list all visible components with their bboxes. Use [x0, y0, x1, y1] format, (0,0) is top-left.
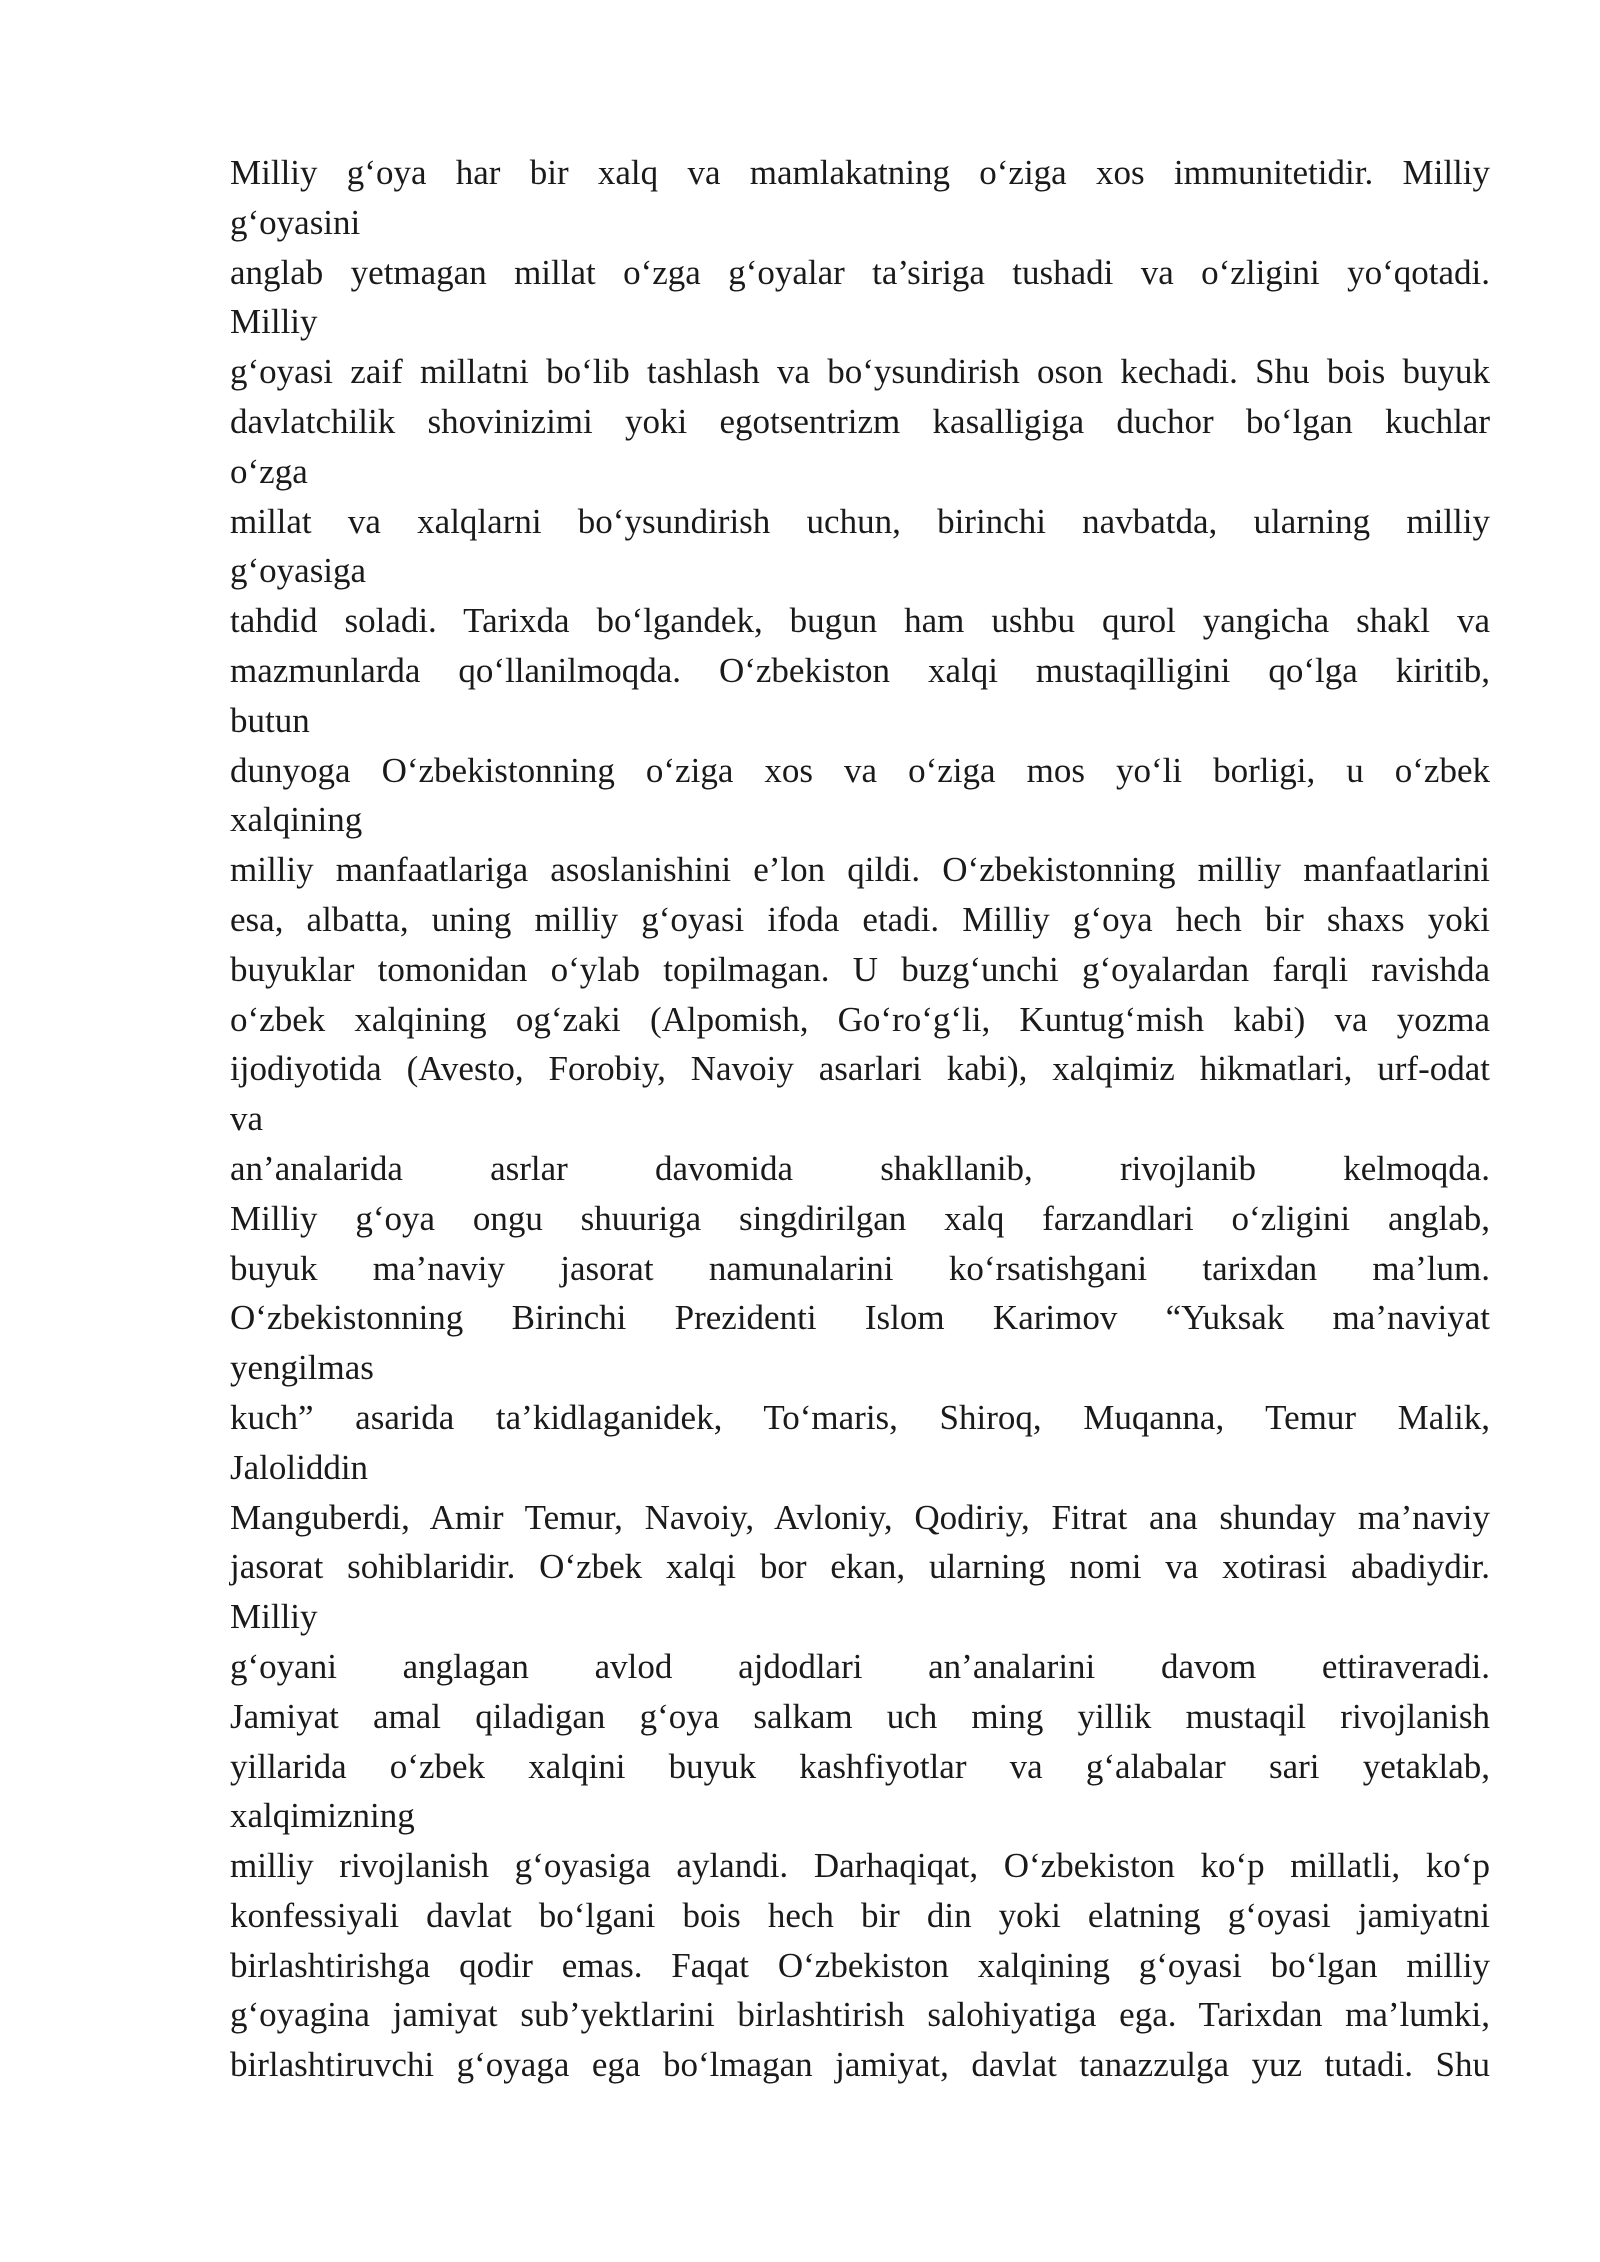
text-line: dunyoga O‘zbekistonning o‘ziga xos va o‘ziga mos yo‘li borligi, u o‘zbek [230, 750, 1490, 790]
text-line: g‘oyasini [230, 202, 361, 242]
text-line: davlatchilik shovinizimi yoki egotsentrizm kasalligiga duchor bo‘lgan kuchlar [230, 401, 1490, 441]
text-line: buyuk ma’naviy jasorat namunalarini ko‘rsatishgani tarixdan ma’lum. [230, 1248, 1490, 1288]
text-line: xalqining [230, 800, 363, 840]
text-line: jasorat sohiblaridir. O‘zbek xalqi bor ekan, ularning nomi va xotirasi abadiydir. [230, 1547, 1490, 1587]
text-line: an’analarida asrlar davomida shakllanib, rivojlanib kelmoqda. [230, 1148, 1490, 1188]
text-line: Manguberdi, Amir Temur, Navoiy, Avloniy, Qodiriy, Fitrat ana shunday ma’naviy [230, 1497, 1490, 1537]
text-line: xalqimizning [230, 1796, 415, 1836]
text-line: g‘oyasi zaif millatni bo‘lib tashlash va bo‘ysundirish oson kechadi. Shu bois buyuk [230, 352, 1490, 392]
text-line: milliy manfaatlariga asoslanishini e’lon qildi. O‘zbekistonning milliy manfaatlarini [230, 850, 1490, 890]
text-line: Milliy g‘oya ongu shuuriga singdirilgan xalq farzandlari o‘zligini anglab, [230, 1198, 1490, 1238]
text-line: birlashtiruvchi g‘oyaga ega bo‘lmagan jamiyat, davlat tanazzulga yuz tutadi. Shu [230, 2045, 1490, 2085]
text-line: g‘oyagina jamiyat sub’yektlarini birlashtirish salohiyatiga ega. Tarixdan ma’lumki, [230, 1995, 1490, 2035]
text-line: anglab yetmagan millat o‘zga g‘oyalar ta’siriga tushadi va o‘zligini yo‘qotadi. [230, 252, 1490, 292]
text-line: mazmunlarda qo‘llanilmoqda. O‘zbekiston xalqi mustaqilligini qo‘lga kiritib, [230, 650, 1490, 690]
text-line: Jaloliddin [230, 1447, 369, 1487]
text-line: butun [230, 700, 310, 740]
text-line: birlashtirishga qodir emas. Faqat O‘zbekiston xalqining g‘oyasi bo‘lgan milliy [230, 1945, 1490, 1985]
text-line: O‘zbekistonning Birinchi Prezidenti Islom Karimov “Yuksak ma’naviyat [230, 1298, 1490, 1338]
text-line: buyuklar tomonidan o‘ylab topilmagan. U buzg‘unchi g‘oyalardan farqli ravishda [230, 949, 1490, 989]
text-line: yillarida o‘zbek xalqini buyuk kashfiyotlar va g‘alabalar sari yetaklab, [230, 1746, 1490, 1786]
text-line: tahdid soladi. Tarixda bo‘lgandek, bugun ham ushbu qurol yangicha shakl va [230, 601, 1490, 641]
text-line: esa, albatta, uning milliy g‘oyasi ifoda etadi. Milliy g‘oya hech bir shaxs yoki [230, 899, 1490, 939]
text-line: milliy rivojlanish g‘oyasiga aylandi. Darhaqiqat, O‘zbekiston ko‘p millatli, ko‘p [230, 1846, 1490, 1886]
text-line: Milliy [230, 302, 318, 342]
body-text [230, 148, 1490, 2090]
text-line: kuch” asarida ta’kidlaganidek, To‘maris, Shiroq, Muqanna, Temur Malik, [230, 1397, 1490, 1437]
text-line: g‘oyani anglagan avlod ajdodlari an’analarini davom ettiraveradi. [230, 1646, 1490, 1686]
text-line: g‘oyasiga [230, 551, 367, 591]
text-line: Milliy [230, 1597, 318, 1637]
text-line: o‘zbek xalqining og‘zaki (Alpomish, Go‘ro‘g‘li, Kuntug‘mish kabi) va yozma [230, 999, 1490, 1039]
text-line: Milliy g‘oya har bir xalq va mamlakatning o‘ziga xos immunitetidir. Milliy [230, 153, 1490, 192]
text-line: konfessiyali davlat bo‘lgani bois hech bir din yoki elatning g‘oyasi jamiyatni [230, 1895, 1490, 1935]
text-line: va [230, 1099, 264, 1139]
text-line: ijodiyotida (Avesto, Forobiy, Navoiy asarlari kabi), xalqimiz hikmatlari, urf-odat [230, 1049, 1490, 1089]
text-line: Jamiyat amal qiladigan g‘oya salkam uch ming yillik mustaqil rivojlanish [230, 1696, 1490, 1736]
text-line: o‘zga [230, 451, 308, 491]
text-line: yengilmas [230, 1348, 374, 1388]
text-line: millat va xalqlarni bo‘ysundirish uchun, birinchi navbatda, ularning milliy [230, 501, 1490, 541]
